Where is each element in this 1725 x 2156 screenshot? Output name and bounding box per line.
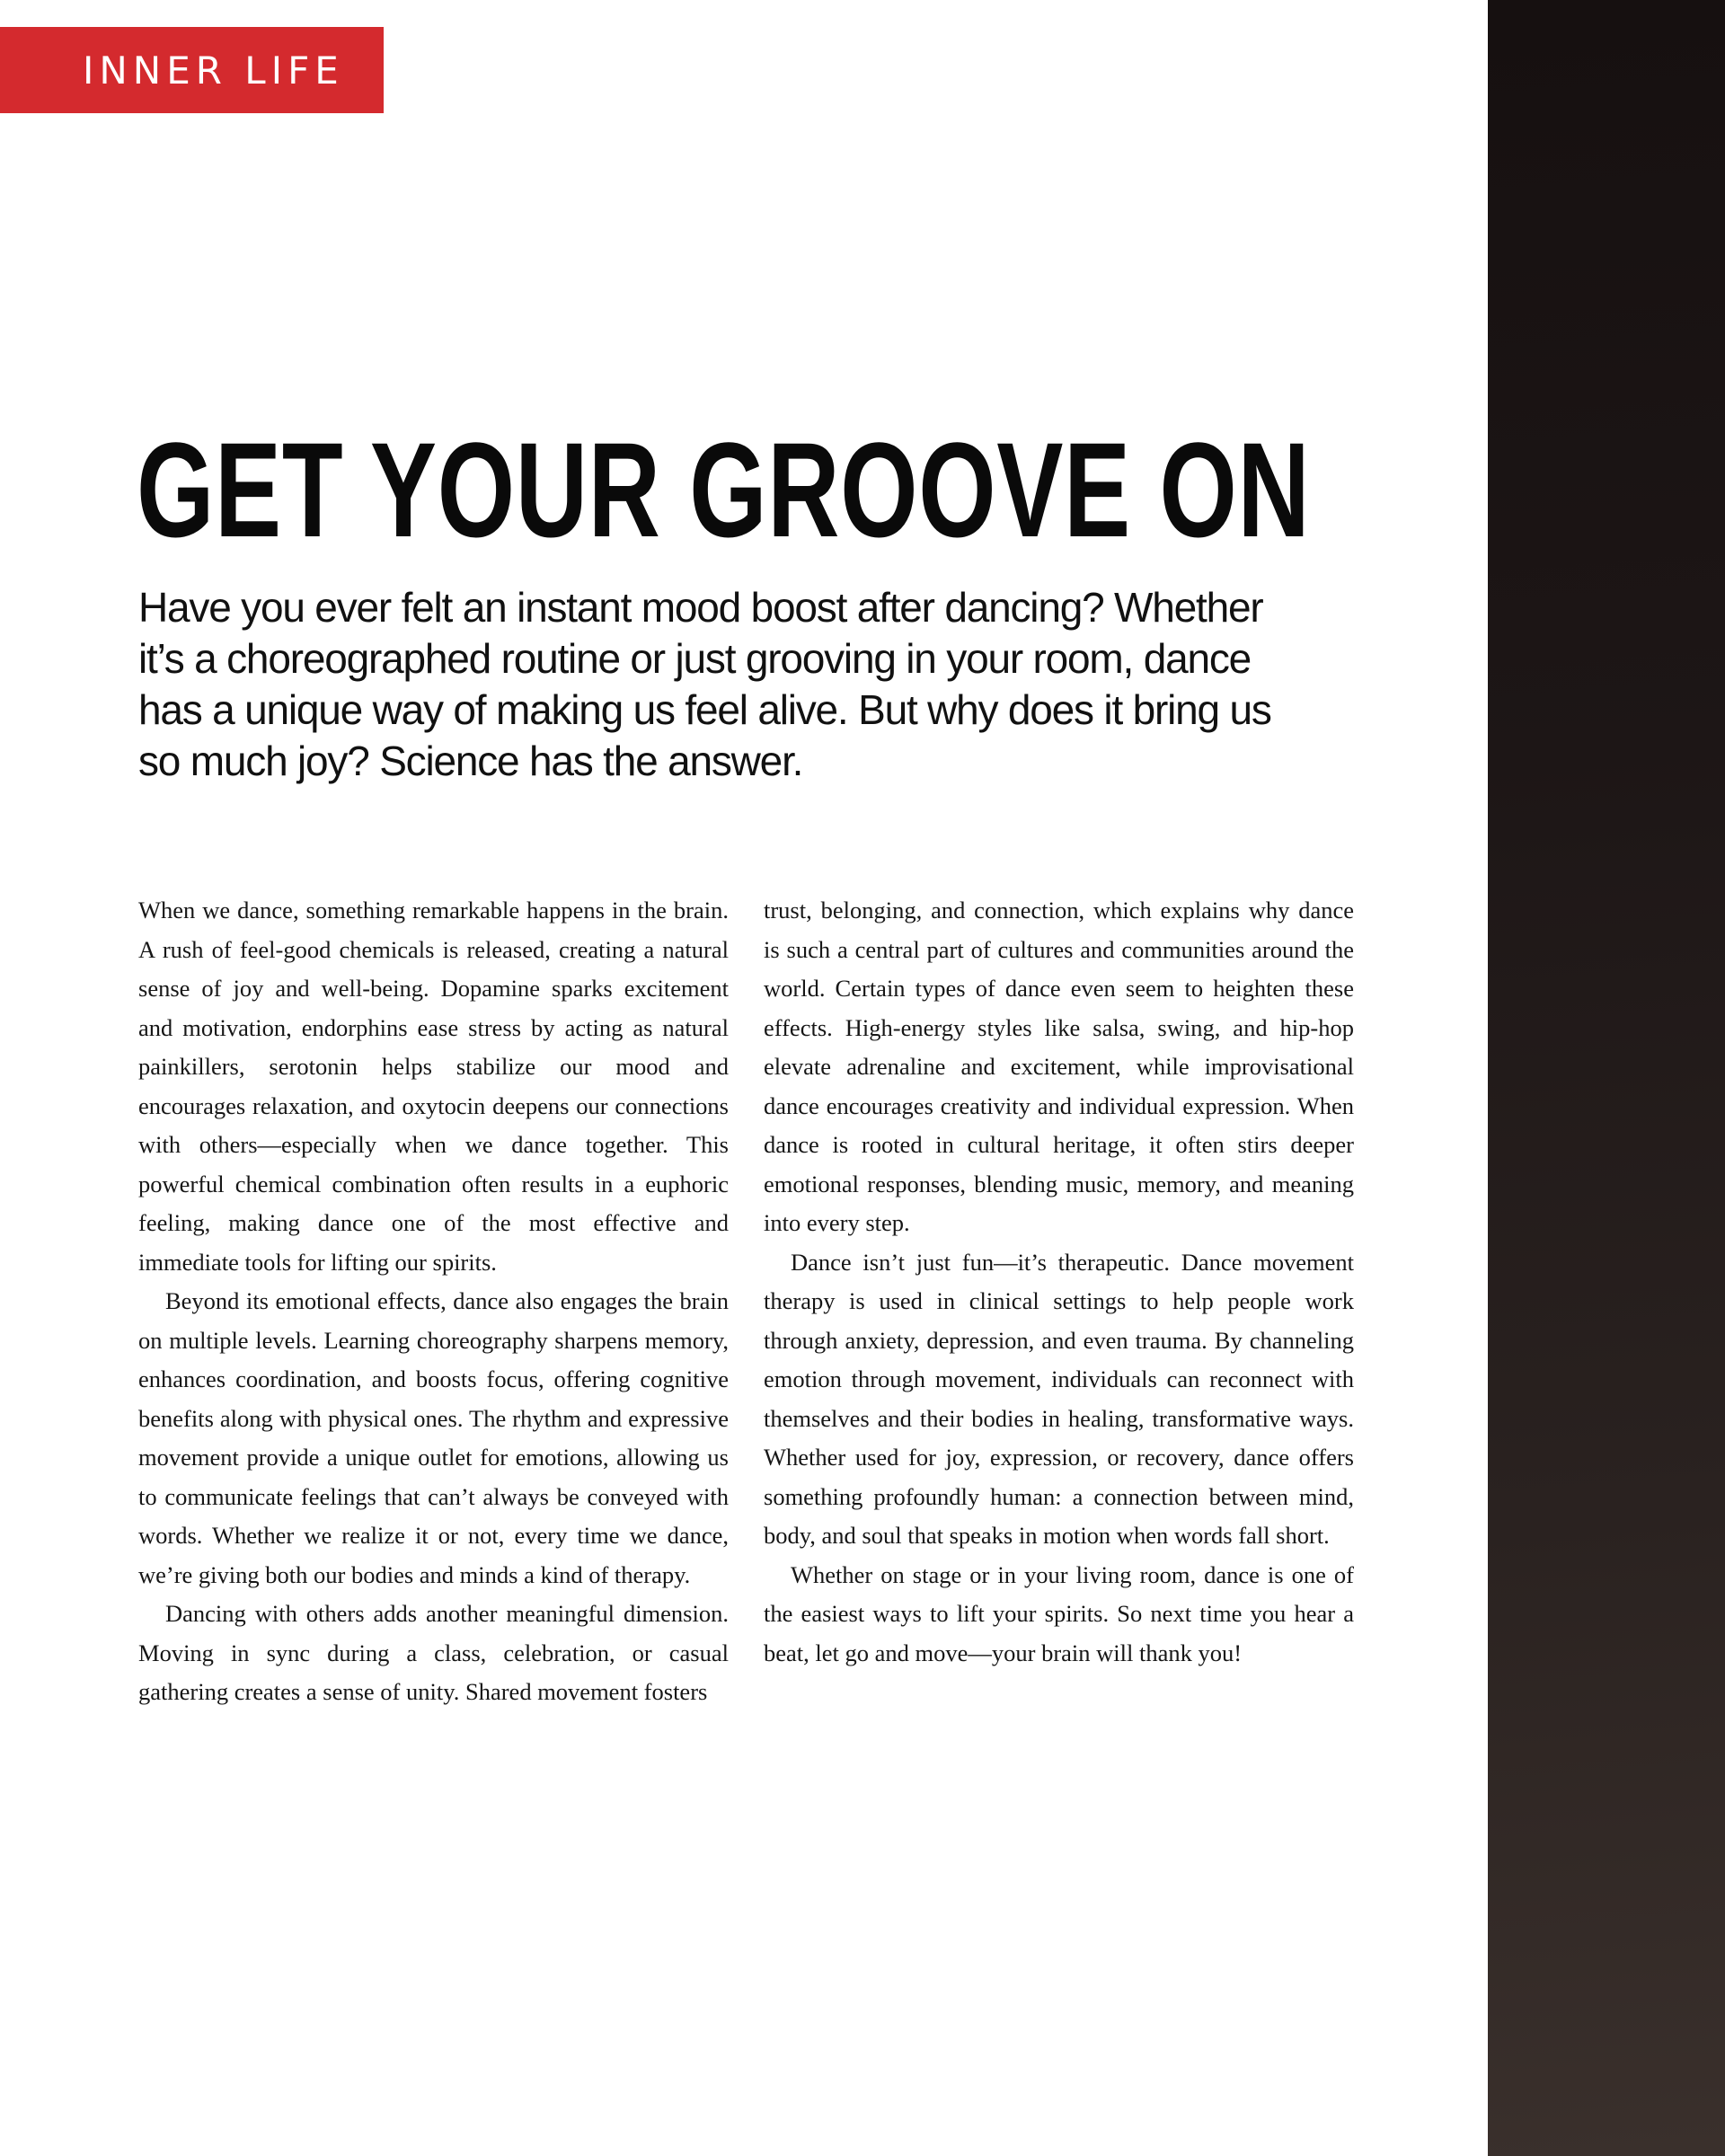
section-label: INNER LIFE: [83, 48, 344, 93]
article-headline: GET YOUR GROOVE ON: [137, 414, 1311, 565]
body-paragraph: Whether on stage or in your living room, dance is one of the easiest ways to lift your spirits. So next time you hear a beat, let go and move—your brain will thank you!: [764, 1560, 1354, 1666]
body-paragraph: trust, belonging, and connection, which explains why dance is such a central part of cultures and communities around the world. Certain types of dance even seem to heighten these effects. High-energy styles like salsa, swing, and hip-hop elevate adrenaline and excitement, while improvisational dance encourages creativity and individual expression. When dance is rooted in cultural heritage, it often stirs deeper emotional responses, blending music, memory, and meaning into every step.: [764, 897, 1354, 1236]
body-column-right: [764, 891, 1354, 1673]
article-deck: Have you ever felt an instant mood boost after dancing? Whether it’s a choreographed routine or just grooving in your room, dance has a unique way of making us feel alive. But why does it bring us so much joy? Science has the answer.: [138, 584, 1271, 784]
body-paragraph: Dance isn’t just fun—it’s therapeutic. Dance movement therapy is used in clinical settings to help people work through anxiety, depression, and even trauma. By channeling emotion through movement, individuals can reconnect with themselves and their bodies in healing, transformative ways. Whether used for joy, expression, or recovery, dance offers something profoundly human: a connection between mind, body, and soul that speaks in motion when words fall short.: [764, 1248, 1354, 1549]
body-paragraph: Beyond its emotional effects, dance also engages the brain on multiple levels. Learning choreography sharpens memory, enhances coordination, and boosts focus, offering cognitive benefits along with physical ones. The rhythm and expressive movement provide a unique outlet for emotions, allowing us to communicate feelings that can’t always be conveyed with words. Whether we realize it or not, every time we dance, we’re giving both our bodies and minds a kind of therapy.: [138, 1287, 729, 1588]
body-column-left: [138, 891, 729, 1712]
body-paragraph: When we dance, something remarkable happens in the brain. A rush of feel-good chemicals is released, creating a natural sense of joy and well-being. Dopamine sparks excitement and motivation, endorphins ease stress by acting as natural painkillers, serotonin helps stabilize our mood and encourages relaxation, and oxytocin deepens our connections with others—especially when we dance together. This powerful chemical combination often results in a euphoric feeling, making dance one of the most effective and immediate tools for lifting our spirits.: [138, 897, 729, 1276]
section-tab: [0, 27, 384, 113]
body-paragraph: Dancing with others adds another meaningful dimension. Moving in sync during a class, celebration, or casual gathering creates a sense of unity. Shared movement fosters: [138, 1600, 729, 1705]
dark-photo-edge: [1488, 0, 1725, 2156]
